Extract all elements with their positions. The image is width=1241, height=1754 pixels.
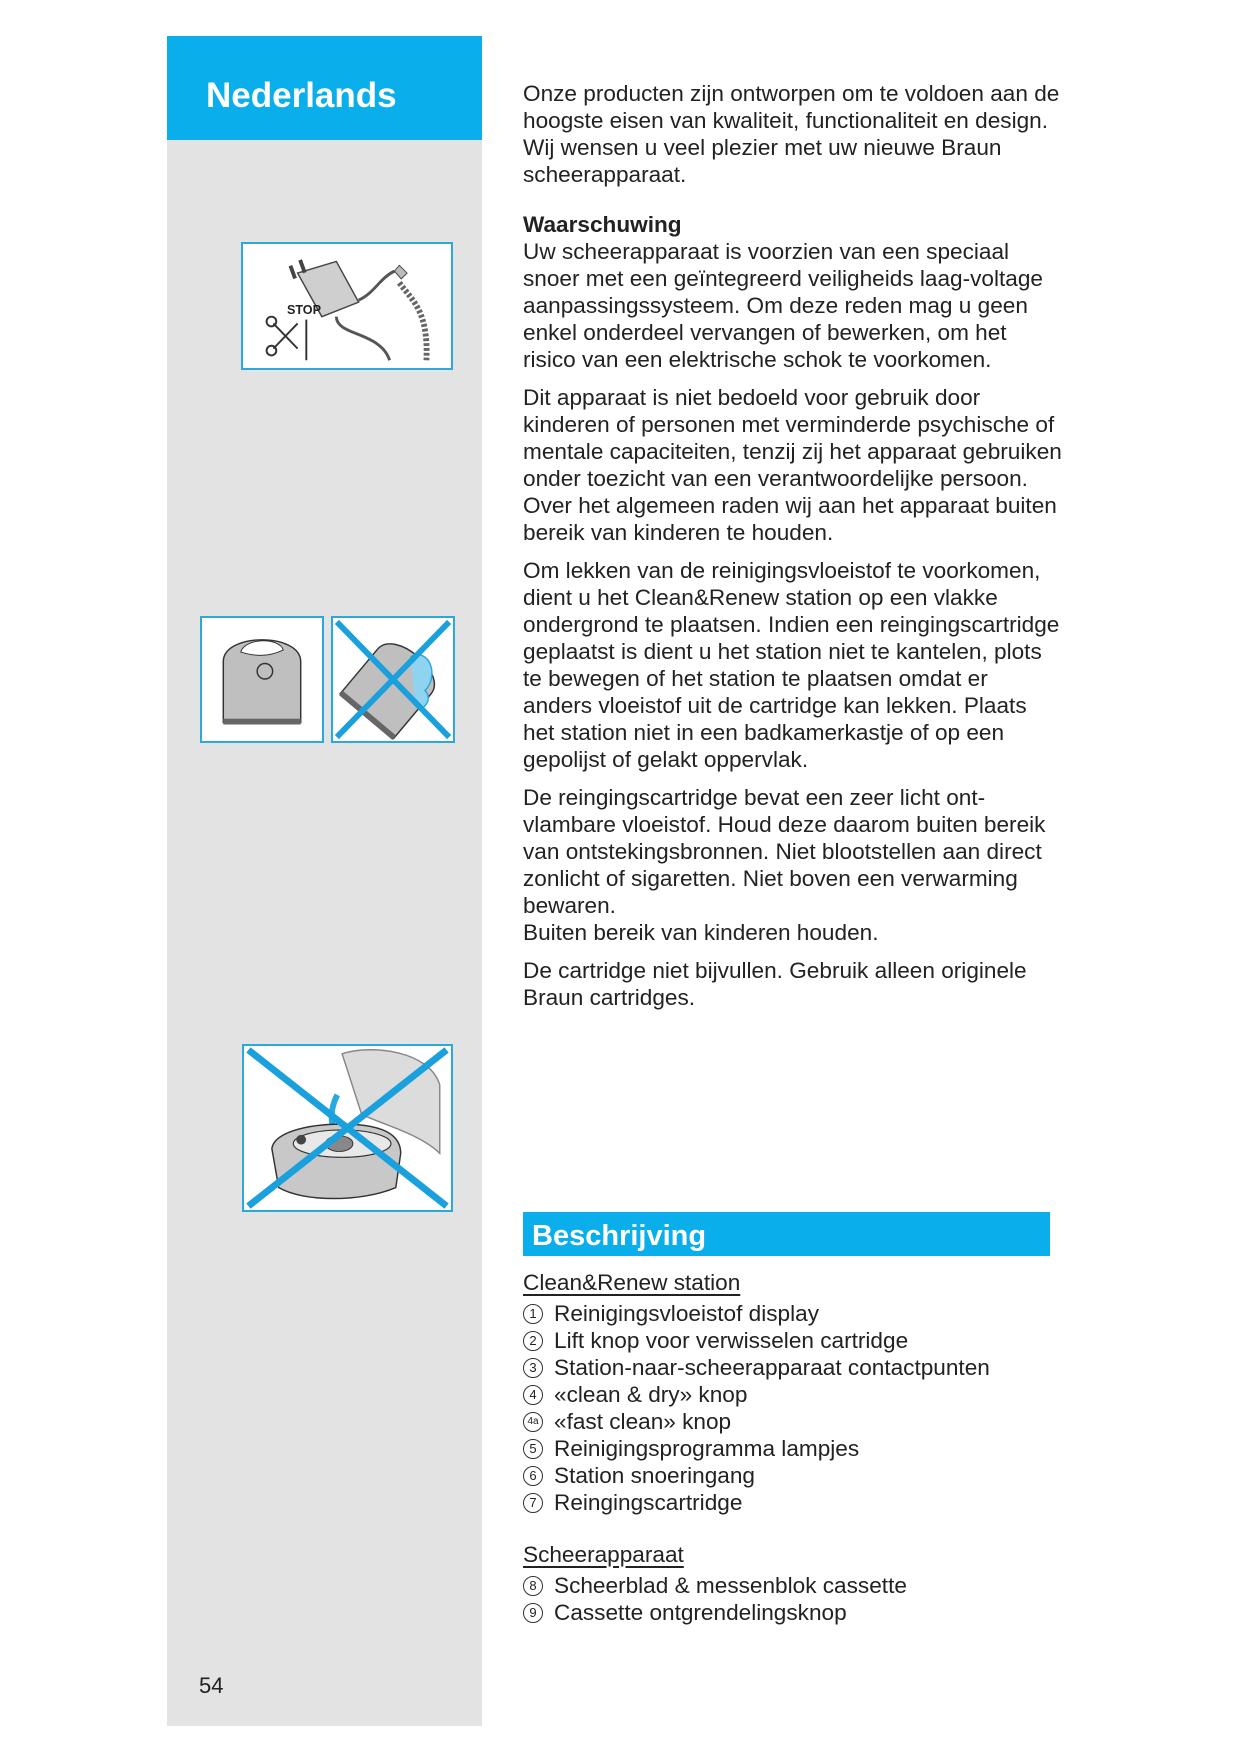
stop-label: STOP [286, 302, 321, 317]
list-item [523, 1354, 990, 1381]
item-label: Cassette ontgrendelingsknop [554, 1600, 847, 1625]
list-item [523, 1599, 907, 1626]
item-label: Station snoeringang [554, 1463, 755, 1488]
list-item [523, 1462, 990, 1489]
main-content [523, 80, 1063, 1011]
list-item [523, 1327, 990, 1354]
language-header [167, 36, 482, 140]
warning-paragraph: Uw scheerapparaat is voorzien van een speciaal snoer met een geïntegreerd veiligheids laag-voltage aanpassingssysteem. Om deze reden mag u geen enkel onderdeel vervangen of bewerken, om het risico van een elektrische schok te voorkomen. [523, 239, 1043, 372]
list-item [523, 1300, 990, 1327]
item-label: Scheerblad & messenblok cassette [554, 1573, 907, 1598]
list-item [523, 1381, 990, 1408]
station-subheading: Clean&Renew station [523, 1270, 741, 1295]
item-number: 3 [523, 1358, 543, 1378]
item-label: Reinigingsprogramma lampjes [554, 1436, 860, 1461]
no-refill-cartridge-crossed-icon [244, 1046, 451, 1210]
item-number: 2 [523, 1331, 543, 1351]
warning-paragraph: Om lekken van de reinigingsvloeistof te voorkomen, dient u het Clean&Renew station op een vlakke ondergrond te plaatsen. Indien een reingingscartridge geplaatst is dient u het station niet te kantelen, plots te bewegen of het station te plaatsen omdat er anders vloeistof uit de cartridge kan lekken. Plaats het station niet in een badkamerkastje of op een gepolijst of gelakt oppervlak. [523, 558, 1060, 772]
station-tilted-crossed-icon [333, 618, 453, 741]
item-label: Reinigingsvloeistof display [554, 1301, 819, 1326]
figure-station-tilted [331, 616, 455, 743]
intro-paragraph: Onze producten zijn ontworpen om te voldoen aan de hoogste eisen van kwaliteit, functionaliteit en design. Wij wensen u veel plezier met uw nieuwe Braun scheerapparaat. [523, 81, 1060, 187]
item-number: 5 [523, 1439, 543, 1459]
power-cord-do-not-cut-icon [243, 244, 451, 368]
warning-paragraph: De reingingscartridge bevat een zeer licht ont-vlambare vloeistof. Houd deze daarom buiten bereik van ontstekingsbronnen. Niet blootstellen aan direct zonlicht of sigaretten. Niet boven een verwarming bewaren. [523, 785, 1046, 918]
warning-heading: Waarschuwing [523, 212, 682, 237]
item-number: 4 [523, 1385, 543, 1405]
station-upright-icon [202, 618, 322, 741]
item-number: 4a [523, 1412, 543, 1432]
section-heading-bar [523, 1212, 1050, 1256]
item-label: «clean & dry» knop [554, 1382, 748, 1407]
item-number: 7 [523, 1493, 543, 1513]
page-number: 54 [199, 1673, 224, 1698]
station-parts-list [523, 1300, 990, 1516]
figure-no-refill [242, 1044, 453, 1212]
warning-paragraph: Dit apparaat is niet bedoeld voor gebruik door kinderen of personen met verminderde psychische of mentale capaciteiten, tenzij zij het apparaat gebruiken onder toezicht van een verantwoordelijke persoon. Over het algemeen raden wij aan het apparaat buiten bereik van kinderen te houden. [523, 385, 1062, 545]
item-number: 6 [523, 1466, 543, 1486]
language-label: Nederlands [206, 76, 397, 115]
item-number: 9 [523, 1603, 543, 1623]
figure-station-upright [200, 616, 324, 743]
section-heading: Beschrijving [532, 1220, 707, 1252]
list-item [523, 1435, 990, 1462]
shaver-subheading: Scheerapparaat [523, 1542, 684, 1567]
item-label: «fast clean» knop [554, 1409, 732, 1434]
warning-paragraph: De cartridge niet bijvullen. Gebruik alleen originele Braun cartridges. [523, 958, 1027, 1010]
list-item [523, 1408, 990, 1435]
item-number: 1 [523, 1304, 543, 1324]
list-item [523, 1489, 990, 1516]
item-number: 8 [523, 1576, 543, 1596]
list-item [523, 1572, 907, 1599]
warning-paragraph: Buiten bereik van kinderen houden. [523, 920, 879, 945]
item-label: Station-naar-scheerapparaat contactpunten [554, 1355, 990, 1380]
shaver-parts-list [523, 1572, 907, 1626]
figure-cord [241, 242, 453, 370]
item-label: Reingingscartridge [554, 1490, 743, 1515]
item-label: Lift knop voor verwisselen cartridge [554, 1328, 909, 1353]
